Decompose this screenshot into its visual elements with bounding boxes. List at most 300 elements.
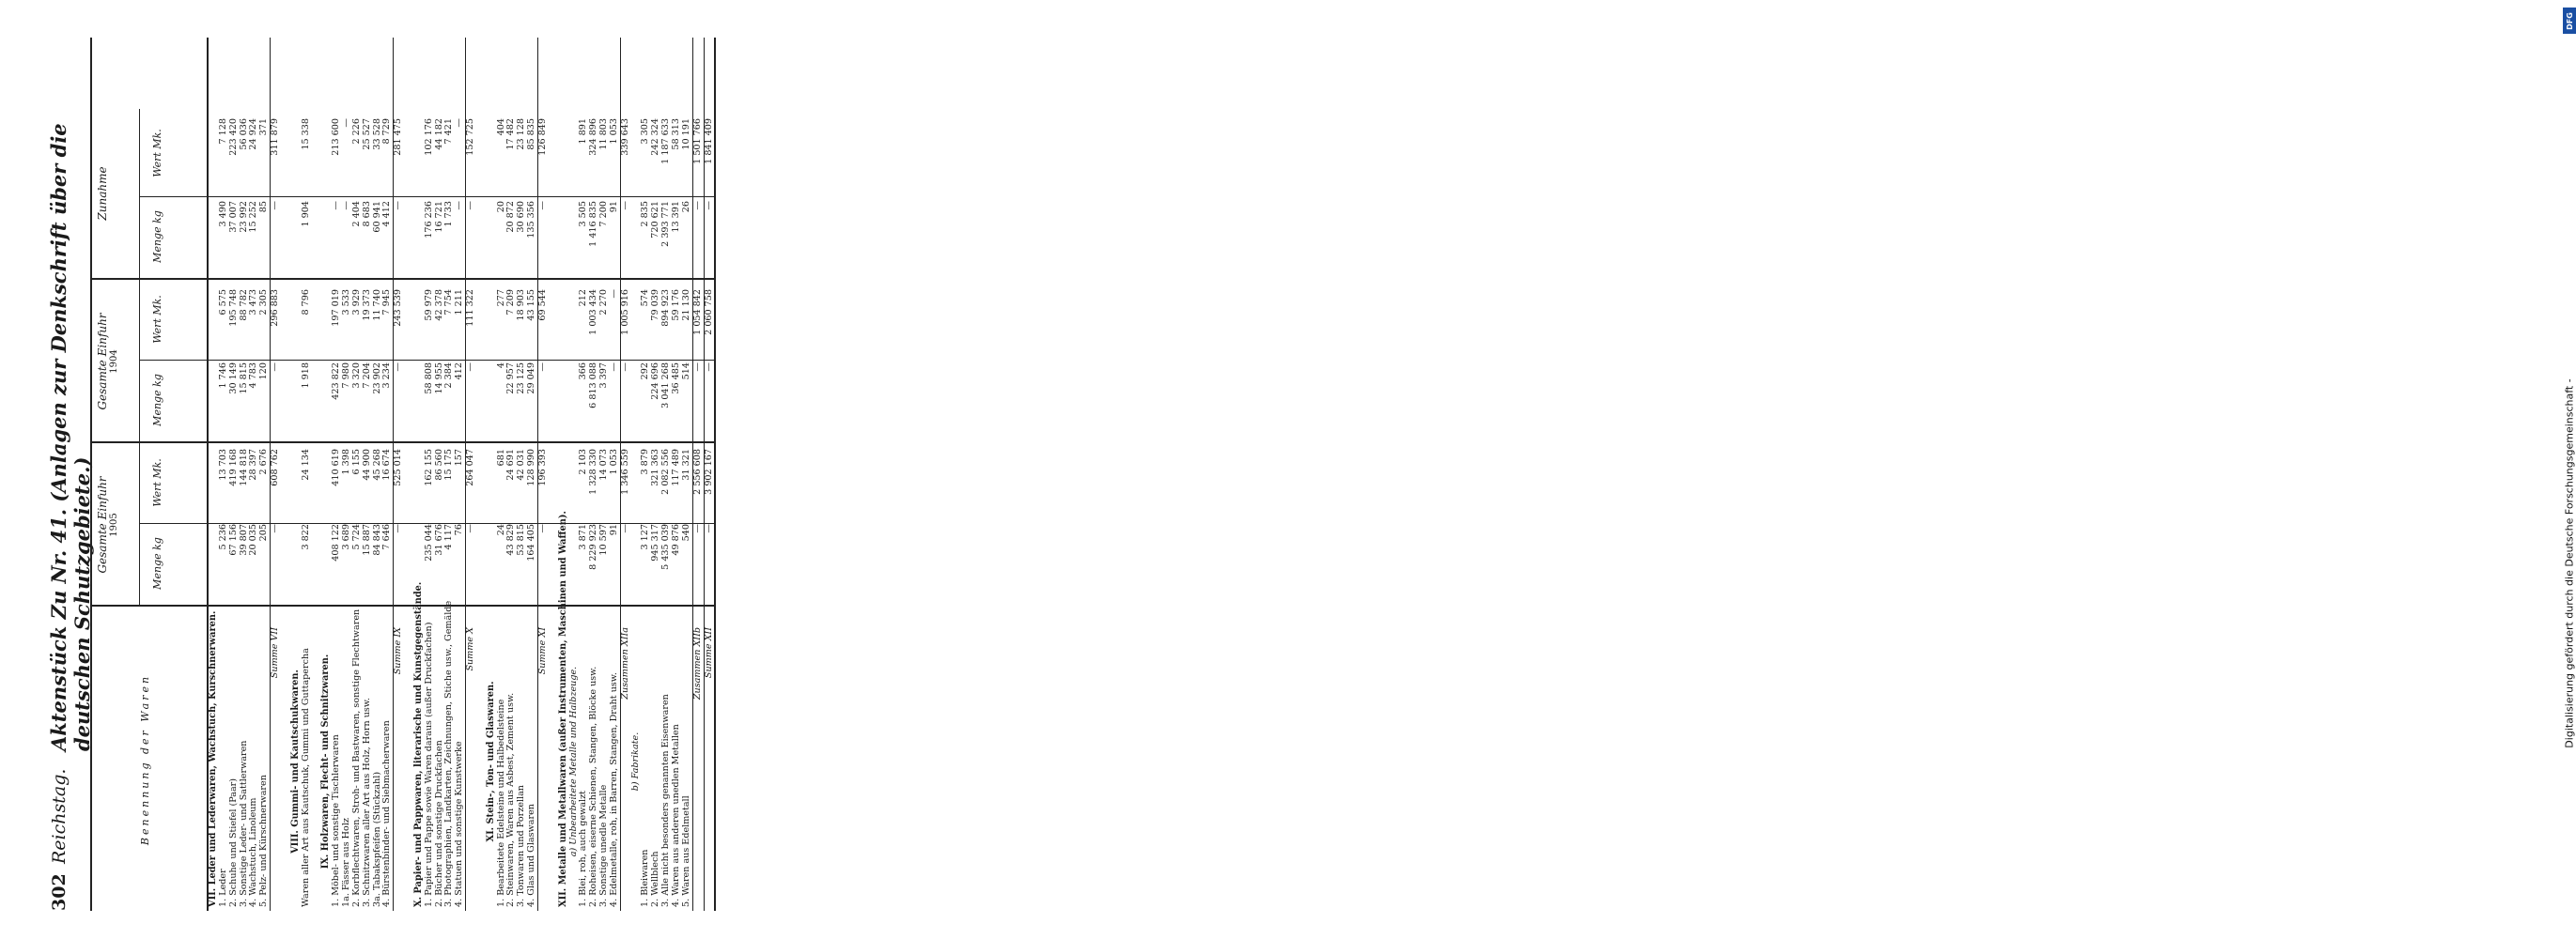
row-label: 1. Leder: [217, 869, 228, 907]
cell-value: 22 957: [504, 362, 516, 394]
cell-value: 339 643: [619, 118, 630, 156]
cell-value: 4 117: [442, 524, 454, 550]
cell-value: 44 182: [433, 118, 444, 150]
table-row: [382, 38, 393, 911]
cell-value: 16 721: [433, 201, 444, 233]
cell-value: 525 014: [392, 449, 403, 486]
sum-row: [703, 38, 714, 911]
cell-value: —: [464, 524, 475, 533]
row-label: 1. Blei, roh, auch gewalzt: [577, 790, 588, 907]
table-row: [527, 38, 537, 911]
cell-value: 117 489: [670, 449, 681, 486]
cell-value: 4 412: [380, 201, 392, 227]
table-row: [332, 38, 342, 911]
cell-value: 14 955: [433, 362, 444, 394]
cell-value: 1 187 633: [660, 118, 671, 164]
cell-value: 2 226: [350, 118, 362, 145]
cell-value: 33 528: [371, 118, 381, 150]
cell-value: 42 031: [515, 449, 526, 481]
cell-value: 324 896: [587, 118, 598, 156]
row-label: 4. Glas und Glaswaren: [525, 804, 536, 907]
cell-value: 8 796: [300, 289, 311, 316]
cell-value: 681: [495, 449, 506, 467]
table-row: [218, 38, 228, 911]
table-row: [434, 38, 444, 911]
table-row: [681, 38, 691, 911]
cell-value: 2 082 556: [660, 449, 671, 495]
cell-value: 19 373: [361, 289, 372, 321]
row-label: a) Unbearbeitete Metalle und Halbzeuge.: [567, 666, 579, 857]
cell-value: 1 003 434: [587, 289, 598, 335]
table-row: [341, 38, 351, 911]
cell-value: 296 883: [269, 289, 280, 327]
cell-value: 23 125: [515, 362, 526, 394]
cell-value: —: [536, 362, 548, 372]
cell-value: 281 475: [392, 118, 403, 156]
cell-value: 7 945: [380, 289, 392, 316]
row-label: Zusammen XIIb: [691, 627, 703, 700]
sub-wert-1905: Wert Mk.: [150, 458, 163, 507]
cell-value: 164 405: [525, 524, 536, 562]
cell-value: 197 019: [330, 289, 341, 327]
cell-value: 264 047: [464, 449, 475, 486]
cell-value: —: [608, 289, 619, 299]
cell-value: 2 556 608: [691, 449, 703, 495]
cell-value: 31 321: [680, 449, 691, 481]
row-label: 1. Möbel- und sonstige Tischlerwaren: [330, 734, 341, 907]
cell-value: 3 473: [247, 289, 258, 316]
cell-value: 945 317: [649, 524, 660, 562]
cell-value: —: [691, 201, 703, 210]
cell-value: 1 904: [300, 201, 311, 227]
cell-value: 17 482: [504, 118, 516, 150]
cell-value: —: [608, 362, 619, 372]
cell-value: 44 900: [361, 449, 372, 481]
cell-value: 277: [495, 289, 506, 307]
row-label: 3. Tonwaren und Porzellan: [515, 785, 526, 907]
cell-value: —: [330, 201, 341, 210]
section-heading-row: [486, 38, 496, 911]
row-label: Summe X: [464, 627, 475, 671]
cell-value: 14 073: [597, 449, 609, 481]
row-label: 2. Korbflechtwaren, Stroh- und Bastwaren, sonstige Flechtwaren: [350, 608, 362, 907]
table-row: [661, 38, 672, 911]
cell-value: 111 322: [464, 289, 475, 327]
running-title: Reichstag.: [48, 768, 70, 864]
table-row: [599, 38, 610, 911]
cell-value: 3 533: [340, 289, 351, 316]
table-row: [641, 38, 651, 911]
table-row: [671, 38, 681, 911]
cell-value: 15 338: [300, 118, 311, 150]
cell-value: 43 829: [504, 524, 516, 556]
cell-value: 4 783: [247, 362, 258, 389]
col-name-header: Benennung der Waren: [138, 673, 151, 846]
sub-wert-zunahme: Wert Mk.: [150, 129, 163, 177]
cell-value: 16 674: [380, 449, 392, 481]
cell-value: 43 155: [525, 289, 536, 321]
cell-value: 3 822: [300, 524, 311, 550]
cell-value: 86 560: [433, 449, 444, 481]
cell-value: 13 391: [670, 201, 681, 233]
cell-value: 60 941: [371, 201, 381, 233]
cell-value: —: [269, 362, 280, 372]
cell-value: 720 621: [649, 201, 660, 239]
cell-value: 5 724: [350, 524, 362, 550]
cell-value: 894 923: [660, 289, 671, 327]
row-label: X. Papier- und Pappwaren, literarische und Kunstgegenstände.: [412, 581, 424, 907]
cell-value: 223 420: [227, 118, 239, 156]
table-row: [589, 38, 599, 911]
spacer-row: [475, 38, 486, 911]
cell-value: 8 229 923: [587, 524, 598, 570]
cell-value: 3 505: [577, 201, 588, 227]
cell-value: 37 007: [227, 201, 239, 233]
cell-value: 3 490: [217, 201, 228, 227]
row-label: Summe VII: [269, 627, 280, 679]
cell-value: —: [619, 201, 630, 210]
cell-value: —: [464, 362, 475, 372]
cell-value: —: [536, 201, 548, 210]
row-label: 3. Alle nicht besonders genannten Eisenwaren: [660, 694, 671, 907]
cell-value: 1 346 559: [619, 449, 630, 495]
cell-value: 24 134: [300, 449, 311, 481]
row-label: 3. Photographien, Landkarten, Zeichnungen, Stiche usw., Gemälde: [442, 600, 454, 907]
page-title: Aktenstück Zu Nr. 41. (Anlagen zur Denkschrift über die deutschen Schutzgebiete.): [46, 123, 94, 751]
sum-row: [465, 38, 476, 911]
cell-value: 3 320: [350, 362, 362, 389]
cell-value: 2 060 758: [703, 289, 713, 335]
cell-value: 196 393: [536, 449, 548, 486]
row-label: Summe XII: [703, 627, 713, 679]
cell-value: 30 690: [515, 201, 526, 233]
cell-value: 15 815: [238, 362, 249, 394]
cell-value: —: [392, 362, 403, 372]
section-heading-row: [321, 38, 332, 911]
cell-value: 410 619: [330, 449, 341, 486]
sub-menge-zunahme: Menge kg: [150, 210, 163, 263]
cell-value: 45 268: [371, 449, 381, 481]
cell-value: 2 270: [597, 289, 609, 316]
cell-value: 5 236: [217, 524, 228, 550]
sum-row: [537, 38, 549, 911]
cell-value: 7 980: [340, 362, 351, 389]
table-row: [651, 38, 661, 911]
cell-value: 10 191: [680, 118, 691, 150]
cell-value: 1 211: [453, 289, 464, 316]
cell-value: 6 813 088: [587, 362, 598, 408]
cell-value: 91: [608, 201, 619, 213]
cell-value: 23 902: [371, 362, 381, 394]
row-label: 1. Bearbeitete Edelsteine und Halbedelsteine: [495, 699, 506, 907]
cell-value: 59 979: [423, 289, 434, 321]
row-label: 4. Edelmetalle, roh, in Barren, Stangen, Draht usw.: [608, 672, 619, 907]
cell-value: 3 871: [577, 524, 588, 550]
table-row: [444, 38, 455, 911]
row-label: 1. Papier und Pappe sowie Waren daraus (außer Druckfachen): [423, 622, 434, 907]
cell-value: 11 803: [597, 118, 609, 150]
row-label: Waren aller Art aus Kautschuk, Gummi und Guttapercha: [300, 648, 311, 907]
cell-value: 7 128: [217, 118, 228, 145]
group-header-zunahme: Zunahme: [95, 166, 109, 221]
sum-row: [270, 38, 281, 911]
row-label: 2. Schuhe und Stiefel (Paar): [227, 777, 239, 907]
cell-value: 1 891: [577, 118, 588, 145]
row-label: 1. Bleiwaren: [639, 849, 650, 907]
row-label: Summe IX: [392, 627, 403, 675]
section-heading-row: [413, 38, 424, 911]
cell-value: 7 204: [361, 362, 372, 389]
cell-value: —: [340, 118, 351, 128]
cell-value: 540: [680, 524, 691, 542]
spacer-row: [280, 38, 290, 911]
cell-value: 213 600: [330, 118, 341, 156]
cell-value: 85 835: [525, 118, 536, 150]
cell-value: 3 041 268: [660, 362, 671, 408]
cell-value: 152 725: [464, 118, 475, 156]
cell-value: 3 689: [340, 524, 351, 550]
cell-value: —: [619, 524, 630, 533]
cell-value: 6 575: [217, 289, 228, 316]
row-label: 5. Pelz- und Kürschnerwaren: [257, 775, 269, 907]
cell-value: 2 103: [577, 449, 588, 475]
cell-value: —: [464, 201, 475, 210]
row-label: 3a. Tabakspfeifen (Stückzahl): [371, 771, 381, 907]
cell-value: —: [536, 524, 548, 533]
group-header-1905: Gesamte Einfuhr 1905: [95, 476, 119, 574]
cell-value: 11 740: [371, 289, 381, 321]
row-label: 5. Waren aus Edelmetall: [680, 795, 691, 907]
cell-value: 58 808: [423, 362, 434, 394]
table-row: [455, 38, 465, 911]
row-label: XI. Stein-, Ton- und Glaswaren.: [485, 681, 496, 842]
cell-value: 76: [453, 524, 464, 536]
trade-table: [90, 38, 716, 911]
cell-value: 608 762: [269, 449, 280, 486]
rotated-page: [39, 28, 1261, 911]
dfg-logo: DFG: [2563, 8, 2576, 34]
table-row: [301, 38, 311, 911]
cell-value: 4: [495, 362, 506, 369]
cell-value: 2 393 771: [660, 201, 671, 247]
cell-value: 20 035: [247, 524, 258, 556]
cell-value: 26: [680, 201, 691, 213]
spacer-row: [404, 38, 414, 911]
section-heading-row: [558, 38, 568, 911]
cell-value: 1 416 835: [587, 201, 598, 247]
cell-value: —: [269, 524, 280, 533]
cell-value: 91: [608, 524, 619, 536]
row-label: 2. Roheisen, eiserne Schienen, Stangen, Blöcke usw.: [587, 666, 598, 907]
spacer-row: [548, 38, 558, 911]
row-label: 4. Waren aus anderen unedlen Metallen: [670, 724, 681, 907]
row-label: 4. Statuen und sonstige Kunstwerke: [453, 741, 464, 907]
cell-value: 24 691: [504, 449, 516, 481]
cell-value: 205: [257, 524, 269, 542]
cell-value: —: [340, 201, 351, 210]
cell-value: 3 127: [639, 524, 650, 550]
cell-value: 10 597: [597, 524, 609, 556]
cell-value: 3 929: [350, 289, 362, 316]
cell-value: 128 990: [525, 449, 536, 486]
cell-value: 102 176: [423, 118, 434, 156]
table-row: [496, 38, 506, 911]
section-heading-row: [209, 38, 219, 911]
cell-value: 514: [680, 362, 691, 380]
table-row: [362, 38, 372, 911]
cell-value: 67 156: [227, 524, 239, 556]
cell-value: 3 902 167: [703, 449, 713, 495]
table-row: [351, 38, 362, 911]
row-label: 1a. Fässer aus Holz: [340, 818, 351, 907]
cell-value: 23 992: [238, 201, 249, 233]
cell-value: 1 501 766: [691, 118, 703, 164]
cell-value: 412: [453, 362, 464, 380]
cell-value: 3 879: [639, 449, 650, 475]
cell-value: 157: [453, 449, 464, 467]
table-row: [249, 38, 259, 911]
cell-value: 56 036: [238, 118, 249, 150]
cell-value: 419 168: [227, 449, 239, 486]
cell-value: 39 807: [238, 524, 249, 556]
cell-value: 49 876: [670, 524, 681, 556]
sum-row: [619, 38, 630, 911]
cell-value: 321 363: [649, 449, 660, 486]
table-row: [506, 38, 517, 911]
cell-value: 6 155: [350, 449, 362, 475]
table-row: [228, 38, 239, 911]
cell-value: 235 044: [423, 524, 434, 562]
row-label: 4. Wachstuch, Linoleum: [247, 797, 258, 907]
cell-value: 243 539: [392, 289, 403, 327]
cell-value: 574: [639, 289, 650, 307]
cell-value: 1 053: [608, 118, 619, 145]
cell-value: —: [392, 201, 403, 210]
sub-wert-1904: Wert Mk.: [150, 295, 163, 344]
row-label: 2. Wellblech: [649, 851, 660, 907]
row-label: 2. Steinwaren, Waren aus Asbest, Zement usw.: [504, 692, 516, 907]
cell-value: 2 305: [257, 289, 269, 316]
cell-value: —: [269, 201, 280, 210]
cell-value: 53 815: [515, 524, 526, 556]
cell-value: —: [691, 524, 703, 533]
cell-value: 423 822: [330, 362, 341, 400]
cell-value: 7 421: [442, 118, 454, 145]
cell-value: 3 397: [597, 362, 609, 389]
row-label: VII. Leder und Lederwaren, Wachstuch, Kürschnerwaren.: [207, 610, 218, 907]
cell-value: 144 818: [238, 449, 249, 486]
row-label: Zusammen XIIa: [619, 627, 630, 700]
cell-value: 59 176: [670, 289, 681, 321]
cell-value: 1 054 842: [691, 289, 703, 335]
cell-value: 36 485: [670, 362, 681, 394]
table-row: [579, 38, 589, 911]
cell-value: 88 782: [238, 289, 249, 321]
cell-value: 366: [577, 362, 588, 380]
cell-value: 15 175: [442, 449, 454, 481]
cell-value: 7 209: [504, 289, 516, 316]
cell-value: 7 754: [442, 289, 454, 316]
sum-row: [691, 38, 703, 911]
cell-value: 58 313: [670, 118, 681, 150]
table-row: [372, 38, 382, 911]
cell-value: 1 918: [300, 362, 311, 389]
cell-value: 21 130: [680, 289, 691, 321]
cell-value: 31 676: [433, 524, 444, 556]
cell-value: 162 155: [423, 449, 434, 486]
page-number: 302: [48, 873, 70, 911]
sub-menge-1905: Menge kg: [150, 537, 163, 590]
table-header: [92, 38, 209, 911]
cell-value: 8 683: [361, 201, 372, 227]
cell-value: —: [703, 524, 713, 533]
cell-value: —: [453, 118, 464, 128]
cell-value: 20: [495, 201, 506, 213]
page-header: [39, 28, 94, 911]
cell-value: 1 746: [217, 362, 228, 389]
cell-value: 3 234: [380, 362, 392, 389]
cell-value: 79 039: [649, 289, 660, 321]
subsection-row: [568, 38, 579, 911]
cell-value: 1 328 330: [587, 449, 598, 495]
cell-value: 242 324: [649, 118, 660, 156]
cell-value: 25 527: [361, 118, 372, 150]
row-label: IX. Holzwaren, Flecht- und Schnitzwaren.: [319, 654, 331, 870]
row-label: 3. Schnitzwaren aller Art aus Holz, Horn usw.: [361, 698, 372, 907]
table-body: [209, 38, 714, 911]
cell-value: 7 200: [597, 201, 609, 227]
cell-value: 15 252: [247, 201, 258, 233]
cell-value: 371: [257, 118, 269, 136]
cell-value: 24: [495, 524, 506, 536]
cell-value: 69 544: [536, 289, 548, 321]
row-label: 3. Sonstige unedle Metalle: [597, 784, 609, 907]
cell-value: 84 843: [371, 524, 381, 556]
group-header-1904: Gesamte Einfuhr 1904: [95, 313, 119, 410]
cell-value: 7 646: [380, 524, 392, 550]
cell-value: 18 903: [515, 289, 526, 321]
table-row: [424, 38, 434, 911]
cell-value: 212: [577, 289, 588, 307]
cell-value: 126 849: [536, 118, 548, 156]
cell-value: —: [619, 362, 630, 372]
cell-value: 29 049: [525, 362, 536, 394]
sub-menge-1904: Menge kg: [150, 374, 163, 426]
cell-value: 30 149: [227, 362, 239, 394]
cell-value: 1 841 409: [703, 118, 713, 164]
row-label: Summe XI: [536, 627, 548, 675]
cell-value: 85: [257, 201, 269, 213]
cell-value: 176 236: [423, 201, 434, 239]
sum-row: [393, 38, 404, 911]
cell-value: 15 887: [361, 524, 372, 556]
cell-value: 42 378: [433, 289, 444, 321]
cell-value: 1 053: [608, 449, 619, 475]
cell-value: 120: [257, 362, 269, 380]
cell-value: 2 404: [350, 201, 362, 227]
cell-value: 23 128: [515, 118, 526, 150]
row-label: VIII. Gummi- und Kautschukwaren.: [289, 670, 301, 854]
cell-value: 5 435 039: [660, 524, 671, 570]
row-label: 4. Bürstenbinder- und Siebmacherwaren: [380, 720, 392, 907]
table-row: [239, 38, 249, 911]
table-row: [517, 38, 527, 911]
cell-value: 224 696: [649, 362, 660, 400]
subsection-row: [630, 38, 641, 911]
cell-value: 13 703: [217, 449, 228, 481]
cell-value: —: [392, 524, 403, 533]
cell-value: 8 729: [380, 118, 392, 145]
